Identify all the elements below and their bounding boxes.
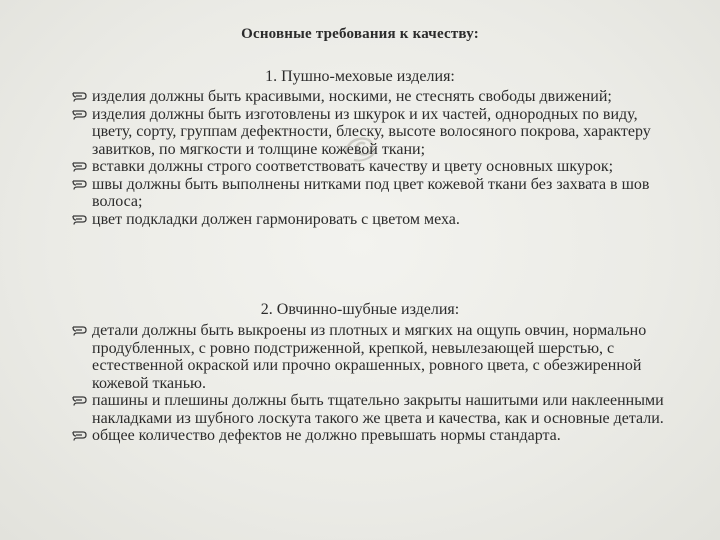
scroll-bullet-icon [72,430,88,442]
section-heading-fur: 1. Пушно-меховые изделия: [265,68,455,85]
fur-requirements-list [72,88,672,228]
scroll-bullet-icon [72,325,88,337]
scroll-bullet-icon [72,395,88,407]
list-item [72,106,672,159]
list-item [72,211,672,229]
scroll-bullet-icon [72,214,88,226]
sheepskin-requirements-list [72,322,672,445]
item-text: пашины и плешины должны быть тщательно закрыты нашитыми или наклеенными накладками из шубного лоскута такого же цвета и качества, как и основные детали. [92,392,664,427]
list-item [72,322,672,392]
item-text: изделия должны быть изготовлены из шкурок и их частей, однородных по виду, цвету, сорту, группам дефектности, блеску, высоте волосяного покрова, характеру завитков, по мягкости и толщине кожевой ткани; [92,105,651,158]
scroll-bullet-icon [72,109,88,121]
item-text: вставки должны строго соответствовать качеству и цвету основных шкурок; [92,158,614,175]
item-text: цвет подкладки должен гармонировать с цветом меха. [92,210,460,228]
list-item [72,88,672,106]
list-item [72,392,672,427]
scroll-bullet-icon [72,179,88,191]
list-item [72,176,672,211]
scroll-bullet-icon [72,161,88,173]
section-heading-sheepskin: 2. Овчинно-шубные изделия: [260,301,460,318]
slide-title: Основные требования к качеству: [241,26,479,42]
scroll-bullet-icon [72,91,88,103]
item-text: общее количество дефектов не должно превышать нормы стандарта. [92,427,561,444]
item-text: детали должны быть выкроены из плотных и мягких на ощупь овчин, нормально продубленных, с ровно подстриженной, крепкой, невылезающей шерстью, с естественной окраской или прочно окрашенных, ровного цвета, с обезжиренной кожевой тканью. [92,322,647,392]
item-text: швы должны быть выполнены нитками под цвет кожевой ткани без захвата в шов волоса; [92,175,650,210]
list-item [72,158,672,176]
list-item [72,427,672,445]
item-text: изделия должны быть красивыми, носкими, не стеснять свободы движений; [92,88,612,105]
